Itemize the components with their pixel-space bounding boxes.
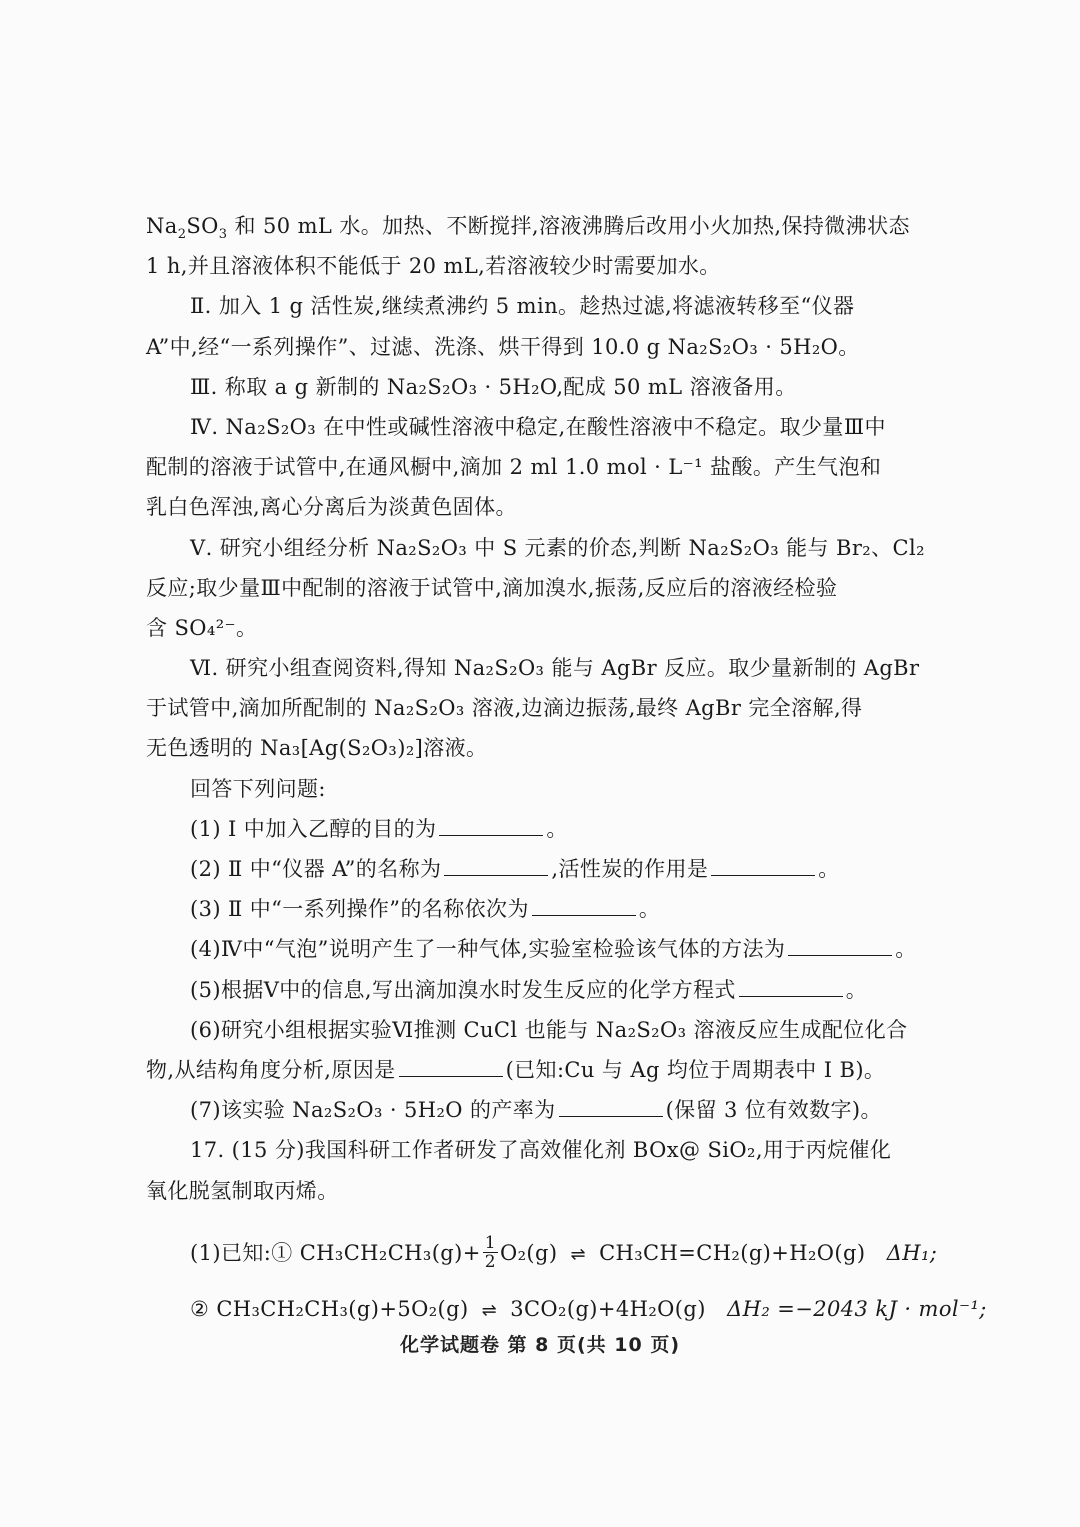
- answer-blank[interactable]: [739, 972, 843, 997]
- question-17-head-2: 氧化脱氢制取丙烯。: [146, 1178, 339, 1203]
- equation-1-lhs-o2: O₂(g): [499, 1240, 558, 1265]
- equation-1-rhs: CH₃CH=CH₂(g)+H₂O(g): [599, 1240, 866, 1265]
- questions-prompt: 回答下列问题:: [190, 776, 326, 801]
- question-6-text: 物,从结构角度分析,原因是: [146, 1057, 396, 1082]
- step-5-line-c: 含 SO₄²⁻。: [146, 615, 258, 640]
- page-footer: 化学试题卷 第 8 页(共 10 页): [399, 1334, 681, 1356]
- answer-blank[interactable]: [439, 811, 543, 836]
- question-7-text: (7)该实验 Na₂S₂O₃ · 5H₂O 的产率为: [190, 1098, 556, 1123]
- step-5-line-a: Ⅴ. 研究小组经分析 Na₂S₂O₃ 中 S 元素的价态,判断 Na₂S₂O₃ 能与 Br₂、Cl₂: [190, 535, 925, 560]
- step-6-line-a: Ⅵ. 研究小组查阅资料,得知 Na₂S₂O₃ 能与 AgBr 反应。取少量新制的 AgBr: [190, 656, 920, 681]
- step-2-line-a: Ⅱ. 加入 1 g 活性炭,继续煮沸约 5 min。趁热过滤,将滤液转移至“仪器: [190, 294, 855, 319]
- fraction-numerator: 1: [484, 1232, 496, 1253]
- step-4-line-b: 配制的溶液于试管中,在通风橱中,滴加 2 ml 1.0 mol · L⁻¹ 盐酸。产生气泡和: [146, 455, 882, 480]
- fraction-denominator: 2: [484, 1251, 496, 1272]
- equation-2-lhs: CH₃CH₂CH₃(g)+5O₂(g): [216, 1296, 469, 1321]
- equilibrium-arrow-icon: ⇌: [570, 1243, 586, 1265]
- intro-line-2: 1 h,并且溶液体积不能低于 20 mL,若溶液较少时需要加水。: [146, 254, 721, 279]
- equation-1-delta-h: ΔH₁;: [886, 1240, 938, 1265]
- step-4-line-c: 乳白色浑浊,离心分离后为淡黄色固体。: [146, 495, 517, 520]
- question-1-end: 。: [546, 816, 568, 841]
- equation-1-lhs: CH₃CH₂CH₃(g)+: [299, 1240, 481, 1265]
- question-3-end: 。: [638, 897, 661, 922]
- question-1-text: (1) Ⅰ 中加入乙醇的目的为: [190, 816, 437, 841]
- step-5-line-b: 反应;取少量Ⅲ中配制的溶液于试管中,滴加溴水,振荡,反应后的溶液经检验: [146, 575, 838, 600]
- question-7-end: (保留 3 位有效数字)。: [665, 1098, 882, 1123]
- question-2-end: 。: [818, 857, 840, 881]
- question-4-end: 。: [895, 937, 917, 962]
- question-6-end: (已知:Cu 与 Ag 均位于周期表中 Ⅰ B)。: [505, 1057, 886, 1082]
- answer-blank[interactable]: [711, 851, 815, 876]
- question-7: [146, 1090, 882, 1130]
- question-5-end: 。: [845, 977, 868, 1002]
- question-2-text: (2) Ⅱ 中“仪器 A”的名称为: [190, 857, 442, 881]
- question-5: [146, 970, 876, 1010]
- question-3-text: (3) Ⅱ 中“一系列操作”的名称依次为: [190, 897, 529, 922]
- step-6-line-c: 无色透明的 Na₃[Ag(S₂O₃)₂]溶液。: [146, 736, 488, 761]
- question-1: [146, 809, 876, 849]
- answer-blank[interactable]: [559, 1092, 663, 1117]
- answer-blank[interactable]: [444, 851, 548, 876]
- step-6-line-b: 于试管中,滴加所配制的 Na₂S₂O₃ 溶液,边滴边振荡,最终 AgBr 完全溶解,得: [146, 696, 863, 721]
- question-2: [146, 849, 876, 889]
- answer-blank[interactable]: [788, 931, 892, 956]
- intro-line-1: 和 50 mL 水。加热、不断搅拌,溶液沸腾后改用小火加热,保持微沸状态: [234, 214, 910, 238]
- equation-2-label: ②: [190, 1296, 210, 1321]
- question-17-head: 17. (15 分)我国科研工作者研发了高效催化剂 BOx@ SiO₂,用于丙烷催化: [190, 1138, 892, 1163]
- step-2-line-b: A”中,经“一系列操作”、过滤、洗涤、烘干得到 10.0 g Na₂S₂O₃ · 5H₂O。: [146, 334, 860, 359]
- question-2-mid: ,活性炭的作用是: [551, 857, 709, 881]
- equation-1-label: (1)已知:①: [190, 1240, 293, 1265]
- question-3: [146, 889, 876, 929]
- equilibrium-arrow-icon: ⇌: [481, 1299, 498, 1321]
- question-4: [146, 929, 917, 969]
- question-6-line-b: [146, 1050, 886, 1090]
- equation-1: [146, 1225, 938, 1281]
- step-3: Ⅲ. 称取 a g 新制的 Na₂S₂O₃ · 5H₂O,配成 50 mL 溶液备用。: [190, 374, 797, 399]
- question-6-line-a: (6)研究小组根据实验Ⅵ推测 CuCl 也能与 Na₂S₂O₃ 溶液反应生成配位化合: [190, 1017, 908, 1042]
- text-line: $Na_2SO_3$ 和 50 mL 水。加热、不断搅拌,溶液沸腾后改用小火加热,保持微沸状态: [146, 214, 910, 242]
- step-4-line-a: Ⅳ. Na₂S₂O₃ 在中性或碱性溶液中稳定,在酸性溶液中不稳定。取少量Ⅲ中: [190, 414, 886, 439]
- question-5-text: (5)根据Ⅴ中的信息,写出滴加溴水时发生反应的化学方程式: [190, 977, 736, 1002]
- answer-blank[interactable]: [532, 891, 636, 916]
- fraction-one-half: [483, 1234, 498, 1271]
- page-content: [146, 206, 987, 1337]
- question-4-text: (4)Ⅳ中“气泡”说明产生了一种气体,实验室检验该气体的方法为: [190, 937, 786, 962]
- equation-2: [146, 1281, 987, 1337]
- equation-2-rhs: 3CO₂(g)+4H₂O(g): [510, 1296, 706, 1321]
- answer-blank[interactable]: [399, 1052, 503, 1077]
- equation-2-delta-h: ΔH₂ =−2043 kJ · mol⁻¹;: [727, 1296, 987, 1321]
